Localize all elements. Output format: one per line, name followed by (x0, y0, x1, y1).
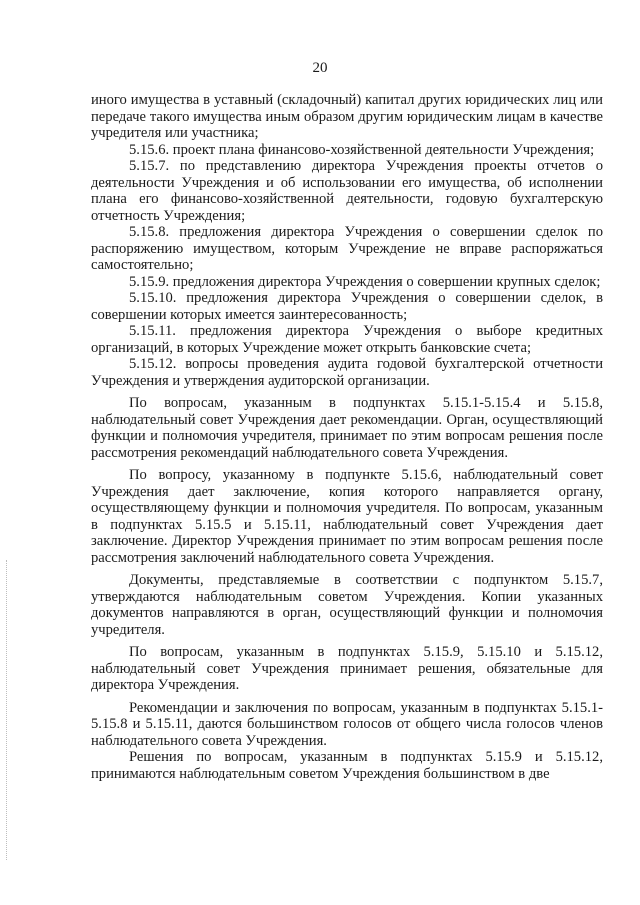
paragraph-item-5-15-8: 5.15.8. предложения директора Учреждения о совершении сделок по распоряжению имуществом, которым Учреждение не вправе распоряжаться самостоятельно; (91, 224, 603, 273)
paragraph-item-5-15-9: 5.15.9. предложения директора Учреждения о совершении крупных сделок; (129, 273, 601, 290)
page-number: 20 (312, 60, 328, 76)
paragraph-item-5-15-11: 5.15.11. предложения директора Учреждения о выборе кредитных организаций, в которых Учреждение может открыть банковские счета; (91, 323, 603, 356)
paragraph-item-5-15-10: 5.15.10. предложения директора Учреждения о совершении сделок, в совершении которых имеется заинтересованность; (91, 290, 603, 323)
paragraph-item-5-15-6: 5.15.6. проект плана финансово-хозяйственной деятельности Учреждения; (129, 141, 595, 158)
paragraph-voting-recommendations: Рекомендации и заключения по вопросам, указанным в подпунктах 5.15.1-5.15.8 и 5.15.11, даются большинством голосов от общего числа голосов членов наблюдательного совета Учреждения. (91, 699, 603, 749)
document-body (91, 92, 603, 782)
binding-edge-marks (6, 560, 11, 860)
paragraph-item-5-15-12: 5.15.12. вопросы проведения аудита годовой бухгалтерской отчетности Учреждения и утверждения аудиторской организации. (91, 356, 603, 389)
paragraph-conclusion: По вопросу, указанному в подпункте 5.15.6, наблюдательный совет Учреждения дает заключение, копия которого направляется органу, осуществляющему функции и полномочия учредителя. По вопросам, указанным в подпунктах 5.15.5 и 5.15.11, наблюдательный совет Учреждения дает заключение. Директор Учреждения принимает по этим вопросам решения после рассмотрения заключений наблюдательного совета Учреждения. (91, 467, 603, 566)
paragraph-item-5-15-7: 5.15.7. по представлению директора Учреждения проекты отчетов о деятельности Учреждения и об использовании его имущества, об исполнении плана его финансово-хозяйственной деятельности, годовую бухгалтерскую отчетность Учреждения; (91, 158, 603, 224)
paragraph-recommendations: По вопросам, указанным в подпунктах 5.15.1-5.15.4 и 5.15.8, наблюдательный совет Учреждения дает рекомендации. Орган, осуществляющий функции и полномочия учредителя, принимает по этим вопросам решения после рассмотрения рекомендаций наблюдательного совета Учреждения. (91, 395, 603, 461)
paragraph-voting-decisions: Решения по вопросам, указанным в подпунктах 5.15.9 и 5.15.12, принимаются наблюдательным советом Учреждения большинством в две (91, 749, 603, 782)
paragraph-decisions: По вопросам, указанным в подпунктах 5.15.9, 5.15.10 и 5.15.12, наблюдательный совет Учреждения принимает решения, обязательные для директора Учреждения. (91, 644, 603, 693)
paragraph-continuation: иного имущества в уставный (складочный) капитал других юридических лиц или передаче такого имущества иным образом другим юридическим лицам в качестве учредителя или участника; (91, 92, 603, 141)
paragraph-documents: Документы, представляемые в соответствии с подпунктом 5.15.7, утверждаются наблюдательным советом Учреждения. Копии указанных документов направляются в орган, осуществляющий функции и полномочия учредителя. (91, 572, 603, 638)
